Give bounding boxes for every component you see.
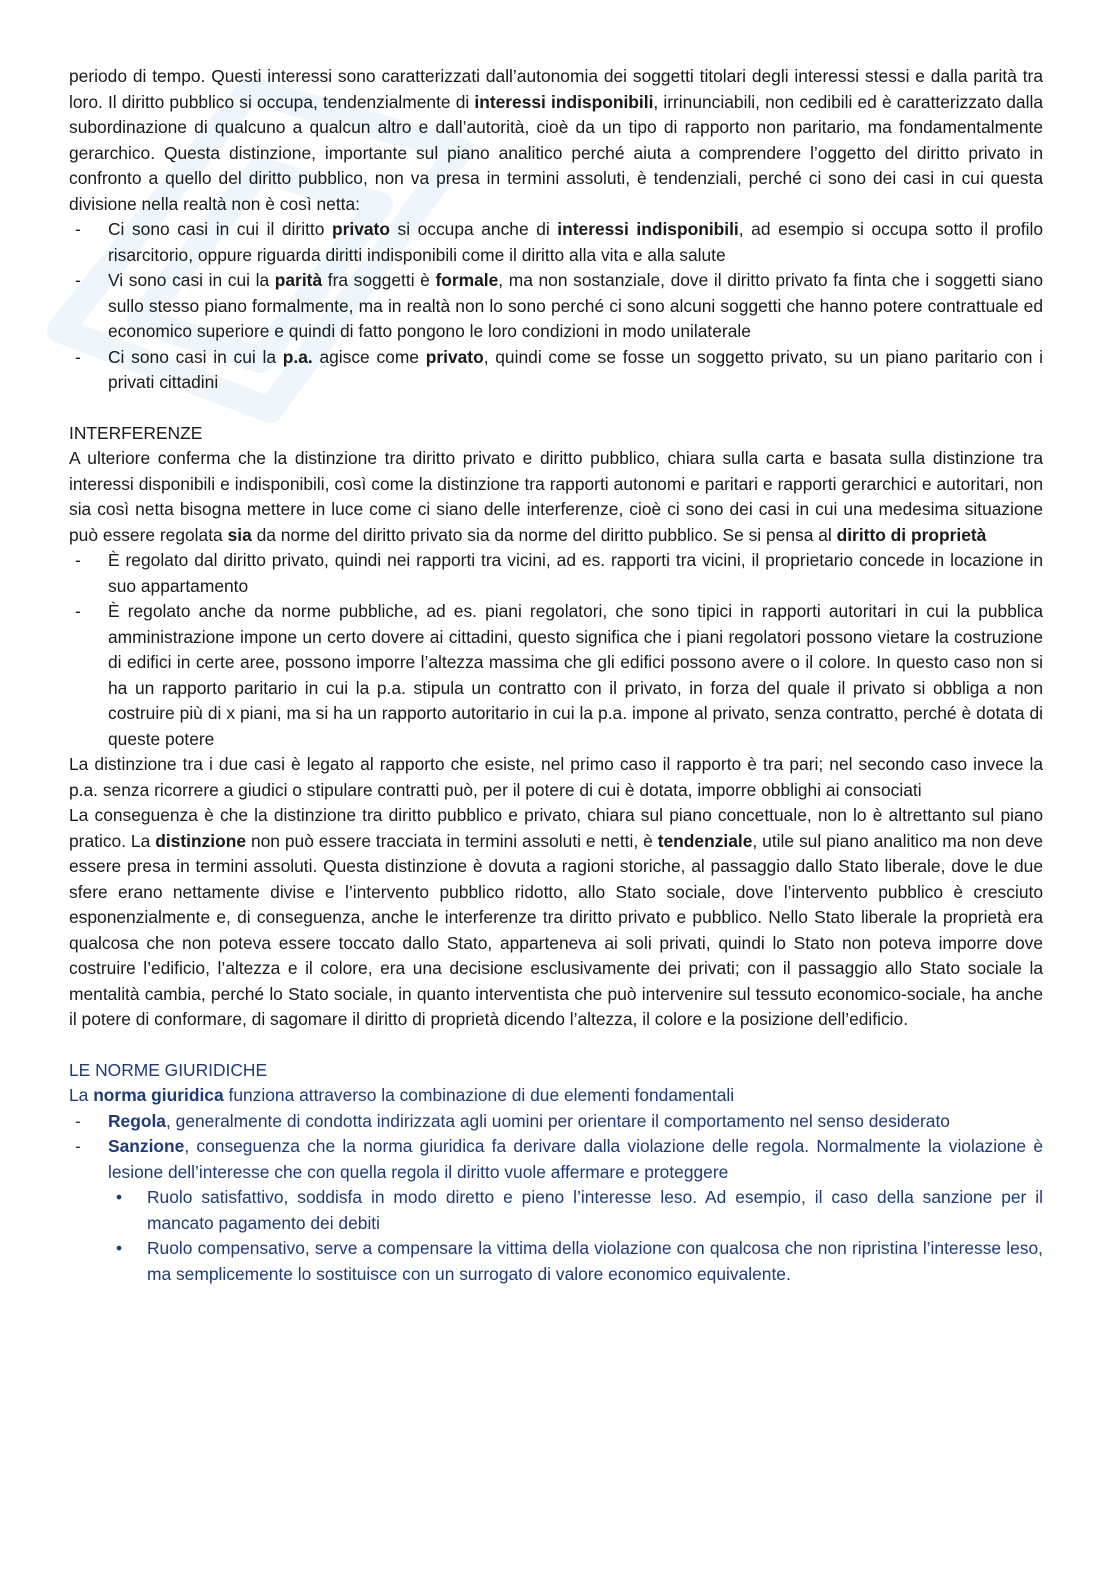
proprieta-list bbox=[69, 548, 1043, 752]
list-item: - È regolato dal diritto privato, quindi nei rapporti tra vicini, ad es. rapporti tra vicini, il proprietario concede in locazione in suo appartamento bbox=[69, 548, 1043, 599]
intro-paragraph: periodo di tempo. Questi interessi sono caratterizzati dall’autonomia dei soggetti titolari degli interessi stessi e dalla parità tra loro. Il diritto pubblico si occupa, tendenzialmente di interessi indisponibili, irrinunciabili, non cedibili ed è caratterizzato dalla subordinazione di qualcuno a qualcun altro e dall’autorità, cioè da un tipo di rapporto non paritario, ma fondamentalmente gerarchico. Questa distinzione, importante sul piano analitico perché aiuta a comprendere l’oggetto del diritto privato in confronto a quello del diritto pubblico, non va presa in termini assoluti, è tendenziali, perché ci sono dei casi in cui questa divisione nella realtà non è così netta: bbox=[69, 66, 1043, 214]
page-content bbox=[69, 64, 1043, 1287]
list-item: - È regolato anche da norme pubbliche, ad es. piani regolatori, che sono tipici in rapporti autoritari in cui la pubblica amministrazione impone un certo dovere ai cittadini, questo significa che i piani regolatori possono vietare la costruzione di edifici in certe aree, possono imporre l’altezza massima che gli edifici possono avere o il colore. In questo caso non si ha un rapporto paritario in cui la p.a. stipula un contratto con il privato, in forza del quale il privato si obbliga a non costruire più di x piani, ma si ha un rapporto autoritario in cui la p.a. impone al privato, senza contratto, perché è dotata di queste potere bbox=[69, 599, 1043, 752]
list-item: - Sanzione, conseguenza che la norma giuridica fa derivare dalla violazione delle regola. Normalmente la violazione è lesione dell’interesse che con quella regola il diritto vuole affermare e proteggere • Ruolo satisfattivo, soddisfa in modo diretto e pieno l’interesse leso. Ad esempio, il caso della sanzione per il mancato pagamento dei debiti • Ruolo compensativo, serve a compensare la vittima della violazione con qualcosa che non ripristina l’interesse leso, ma semplicemente lo sostituisce con un surrogato di valore economico equivalente. bbox=[69, 1134, 1043, 1287]
list-item: - Ci sono casi in cui il diritto privato si occupa anche di interessi indisponibili, ad esempio si occupa sotto il profilo risarcitorio, oppure riguarda diritti indisponibili come il diritto alla vita e alla salute bbox=[69, 217, 1043, 268]
list-item: - Ci sono casi in cui la p.a. agisce come privato, quindi come se fosse un soggetto privato, su un piano paritario con i privati cittadini bbox=[69, 345, 1043, 396]
distinzione-paragraph: La distinzione tra i due casi è legato al rapporto che esiste, nel primo caso il rapporto è tra pari; nel secondo caso invece la p.a. senza ricorrere a giudici o stipulare contratti può, per il potere di cui è dotata, imporre obblighi ai consociati bbox=[69, 754, 1043, 800]
sublist-item: • Ruolo compensativo, serve a compensare la vittima della violazione con qualcosa che non ripristina l’interesse leso, ma semplicemente lo sostituisce con un surrogato di valore economico equivalente. bbox=[108, 1236, 1043, 1287]
norme-list bbox=[69, 1109, 1043, 1288]
norme-intro-paragraph: La norma giuridica funziona attraverso la combinazione di due elementi fondamentali bbox=[69, 1085, 735, 1105]
list-item: - Regola, generalmente di condotta indirizzata agli uomini per orientare il comportamento nel senso desiderato bbox=[69, 1109, 1043, 1135]
interferenze-paragraph: A ulteriore conferma che la distinzione tra diritto privato e diritto pubblico, chiara sulla carta e basata sulla distinzione tra interessi disponibili e indisponibili, così come la distinzione tra rapporti autonomi e paritari e rapporti gerarchici e autoritari, non sia così netta bisogna mettere in luce come ci siano delle interferenze, cioè ci sono dei casi in cui una medesima situazione può essere regolata sia da norme del diritto privato sia da norme del diritto pubblico. Se si pensa al diritto di proprietà bbox=[69, 448, 1043, 545]
section-heading-interferenze: INTERFERENZE bbox=[69, 422, 203, 443]
list-item: - Vi sono casi in cui la parità fra soggetti è formale, ma non sostanziale, dove il diritto privato fa finta che i soggetti siano sullo stesso piano formalmente, ma in realtà non lo sono perché ci sono alcuni soggetti che hanno potere contrattuale ed economico superiore e quindi di fatto pongono le loro condizioni in modo unilaterale bbox=[69, 268, 1043, 345]
sublist-item: • Ruolo satisfattivo, soddisfa in modo diretto e pieno l’interesse leso. Ad esempio, il caso della sanzione per il mancato pagamento dei debiti bbox=[108, 1185, 1043, 1236]
section-heading-norme-giuridiche: LE NORME GIURIDICHE bbox=[69, 1059, 268, 1080]
sanzione-sublist bbox=[108, 1185, 1043, 1287]
intro-list bbox=[69, 217, 1043, 396]
conseguenza-paragraph: La conseguenza è che la distinzione tra diritto pubblico e privato, chiara sul piano concettuale, non lo è altrettanto sul piano pratico. La distinzione non può essere tracciata in termini assoluti e netti, è tendenziale, utile sul piano analitico ma non deve essere presa in termini assoluti. Questa distinzione è dovuta a ragioni storiche, al passaggio dallo Stato liberale, dove le due sfere erano nettamente divise e l’intervento pubblico ridotto, allo Stato sociale, dove l’intervento pubblico è cresciuto esponenzialmente e, di conseguenza, anche le interferenze tra diritto privato e pubblico. Nello Stato liberale la proprietà era qualcosa che non poteva essere toccato dallo Stato, apparteneva ai soli privati, quindi lo Stato non poteva imporre dove costruire l’edificio, l’altezza e il colore, era una decisione esclusivamente dei privati; con il passaggio allo Stato sociale la mentalità cambia, perché lo Stato sociale, in quanto interventista che può intervenire sul tessuto economico-sociale, ha anche il potere di conformare, di sagomare il diritto di proprietà dicendo l’altezza, il colore e la posizione dell’edificio. bbox=[69, 805, 1043, 1029]
